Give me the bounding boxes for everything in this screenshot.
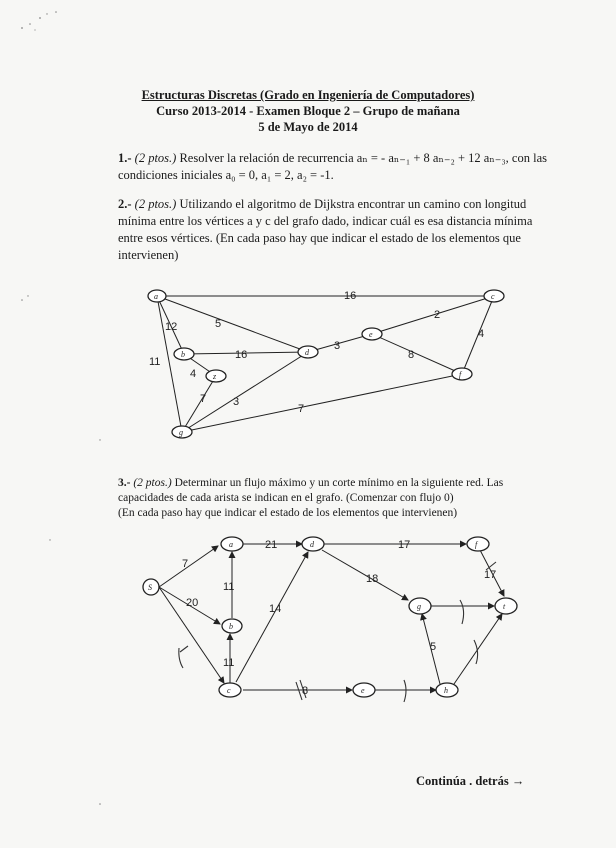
edge-weight: 11 — [149, 356, 161, 368]
flow-network — [143, 537, 517, 702]
question-text: Utilizando el algoritmo de Dijkstra encontrar un camino con longitud mínima entre los vértices a y c del grafo dado, indicar cuál es esa distancia mínima entre esos vértices. (En cada paso hay que indicar el estado de los elementos que intervienen) — [118, 197, 533, 262]
edge-capacity: 17 — [484, 569, 497, 581]
node-label: a — [154, 292, 158, 301]
edge-capacity: 11 — [223, 657, 235, 669]
scan-specks — [21, 11, 101, 805]
node-label: d — [310, 540, 314, 549]
edge-capacity: 20 — [186, 597, 199, 609]
node-label: e — [361, 686, 365, 695]
edge-capacity: 14 — [269, 603, 282, 615]
edge-weight: 3 — [334, 340, 341, 352]
edge-weight: 8 — [408, 349, 415, 361]
node-label: a — [229, 540, 233, 549]
edge-capacity: 21 — [265, 539, 278, 551]
question-number: 1.- — [118, 151, 132, 165]
edge-weight: 16 — [344, 290, 357, 302]
edge-weight: 3 — [233, 396, 240, 408]
node-label: t — [503, 602, 506, 611]
edge-capacity: 5 — [430, 641, 437, 653]
network-node — [495, 598, 517, 614]
edge-weight: 5 — [215, 318, 222, 330]
exam-subtitle: Curso 2013-2014 - Examen Bloque 2 – Grupo de mañana — [156, 104, 460, 118]
node-label: f — [459, 370, 462, 379]
node-label: c — [491, 292, 495, 301]
dijkstra-graph — [148, 290, 504, 438]
edge-weight: 4 — [478, 328, 485, 340]
node-label: S — [148, 583, 152, 592]
edge-capacity: 18 — [366, 573, 379, 585]
edge-weight: 4 — [190, 368, 197, 380]
edge-capacity: 7 — [182, 558, 189, 570]
node-label: c — [227, 686, 231, 695]
course-title: Estructuras Discretas (Grado en Ingeniería de Computadores) — [141, 88, 475, 102]
exam-date: 5 de Mayo de 2014 — [258, 120, 358, 134]
question-points: (2 ptos.) — [133, 477, 172, 489]
edge-weight: 2 — [434, 309, 441, 321]
question-number: 2.- — [118, 197, 132, 211]
network-node — [467, 537, 489, 551]
edge-capacity: 11 — [223, 581, 235, 593]
continue-note: Continúa . detrás → — [416, 774, 525, 788]
node-label: z — [213, 372, 217, 381]
edge-weight: 12 — [165, 321, 178, 333]
node-label: f — [475, 540, 478, 549]
node-label: e — [369, 330, 373, 339]
node-label: d — [305, 348, 309, 357]
question-text: Determinar un flujo máximo y un corte mínimo en la siguiente red. Las capacidades de cada arista se indican en el grafo. (Comenzar con flujo 0) — [118, 477, 504, 504]
edge-capacity: 8 — [302, 685, 309, 697]
question-points: (2 ptos.) — [134, 151, 177, 165]
edge-weight: 7 — [200, 393, 207, 405]
node-label: g — [417, 602, 421, 611]
node-label: g — [179, 428, 183, 437]
question-note: (En cada paso hay que indicar el estado de los elementos que intervienen) — [118, 507, 458, 519]
edge-weight: 16 — [235, 349, 248, 361]
edge-capacity: 17 — [398, 539, 411, 551]
question-text: Resolver la relación de recurrencia aₙ = - aₙ₋₁ + 8 aₙ₋₂ + 12 aₙ₋₃, con las condiciones iniciales a₀ = 0, a₁ = 2, a₂ = -1. — [118, 151, 547, 182]
question-points: (2 ptos.) — [134, 197, 177, 211]
edge-weight: 7 — [298, 403, 305, 415]
node-label: b — [229, 622, 233, 631]
node-label: b — [181, 350, 185, 359]
node-label: h — [444, 686, 448, 695]
graph-node — [452, 368, 472, 380]
question-number: 3.- — [118, 477, 131, 489]
